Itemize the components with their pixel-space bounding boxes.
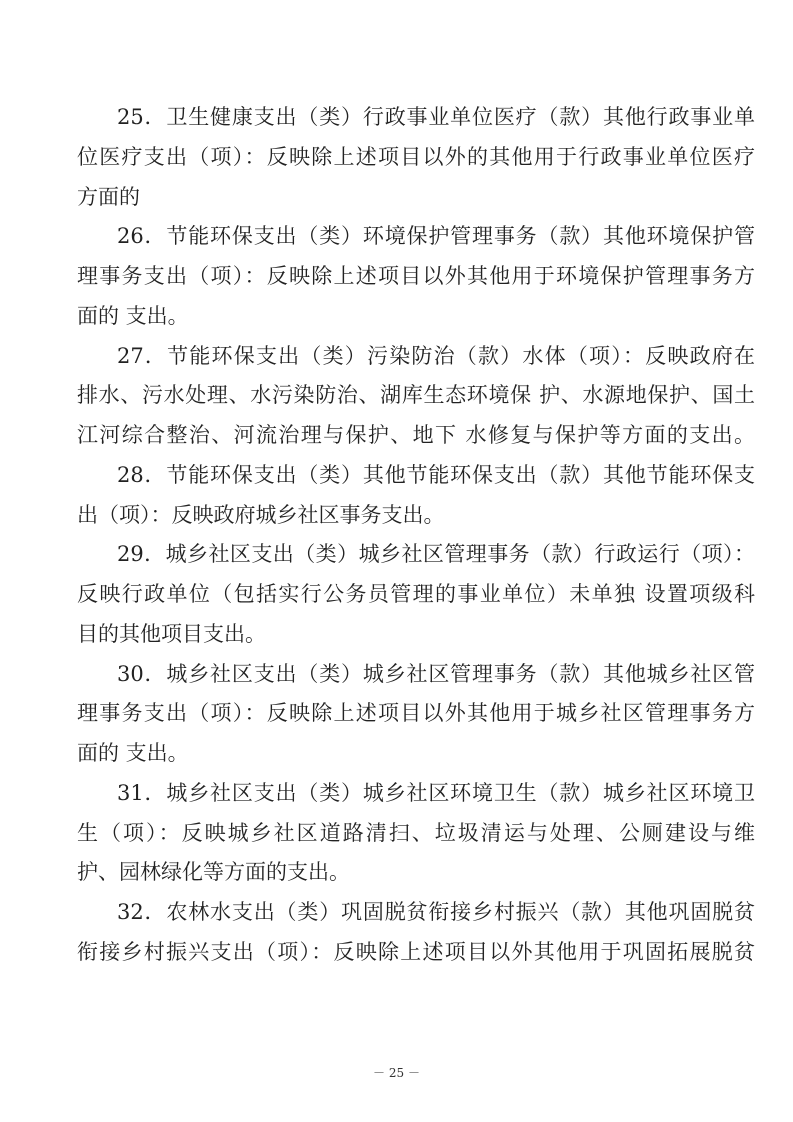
text-line: 32．农林水支出（类）巩固脱贫衔接乡村振兴（款）其他巩固脱贫 — [117, 900, 755, 924]
text-line: 衔接乡村振兴支出（项）：反映除上述项目以外其他用于巩固拓展脱贫 — [77, 939, 755, 964]
text-line: 目的其他项目支出。 — [77, 621, 266, 646]
paragraph-25 — [77, 98, 755, 217]
paragraph-29 — [77, 535, 755, 654]
text-line: 面的 支出。 — [77, 303, 189, 328]
text-line: 理事务支出（项）：反映除上述项目以外其他用于环境保护管理事务方 — [77, 264, 755, 288]
text-line: 理事务支出（项）：反映除上述项目以外其他用于城乡社区管理事务方 — [77, 701, 755, 726]
page-number: － 25 － — [373, 1066, 420, 1080]
text-line: 31．城乡社区支出（类）城乡社区环境卫生（款）城乡社区环境卫 — [117, 780, 755, 805]
paragraph-32 — [77, 893, 755, 973]
text-line: 方面的 — [77, 184, 140, 209]
text-line: 生（项）：反映城乡社区道路清扫、垃圾清运与处理、公厕建设与维 — [77, 820, 755, 845]
text-line: 26．节能环保支出（类）环境保护管理事务（款）其他环境保护管 — [117, 224, 755, 249]
text-line: 29．城乡社区支出（类）城乡社区管理事务（款）行政运行（项）： — [117, 542, 755, 567]
text-line: 反映行政单位（包括实行公务员管理的事业单位）未单独 设置项级科 — [77, 582, 755, 606]
paragraph-28 — [77, 456, 755, 536]
paragraph-31 — [77, 774, 755, 893]
text-line: 面的 支出。 — [77, 741, 189, 765]
paragraph-26 — [77, 217, 755, 336]
text-line: 江河综合整治、河流治理与保护、地下 水修复与保护等方面的支出。 — [77, 423, 755, 447]
text-line: 27．节能环保支出（类）污染防治（款）水体（项）：反映政府在 — [117, 343, 755, 368]
text-line: 出（项）：反映政府城乡社区事务支出。 — [77, 502, 445, 527]
document-body — [77, 98, 755, 973]
text-line: 位医疗支出（项）：反映除上述项目以外的其他用于行政事业单位医疗 — [77, 144, 755, 169]
paragraph-27 — [77, 337, 755, 456]
text-line: 排水、污水处理、水污染防治、湖库生态环境保 护、水源地保护、国土 — [77, 383, 755, 408]
paragraph-30 — [77, 655, 755, 774]
text-line: 28．节能环保支出（类）其他节能环保支出（款）其他节能环保支 — [117, 462, 755, 487]
text-line: 护、园林绿化等方面的支出。 — [77, 860, 350, 885]
text-line: 30．城乡社区支出（类）城乡社区管理事务（款）其他城乡社区管 — [117, 661, 755, 686]
text-line: 25．卫生健康支出（类）行政事业单位医疗（款）其他行政事业单 — [117, 105, 755, 129]
